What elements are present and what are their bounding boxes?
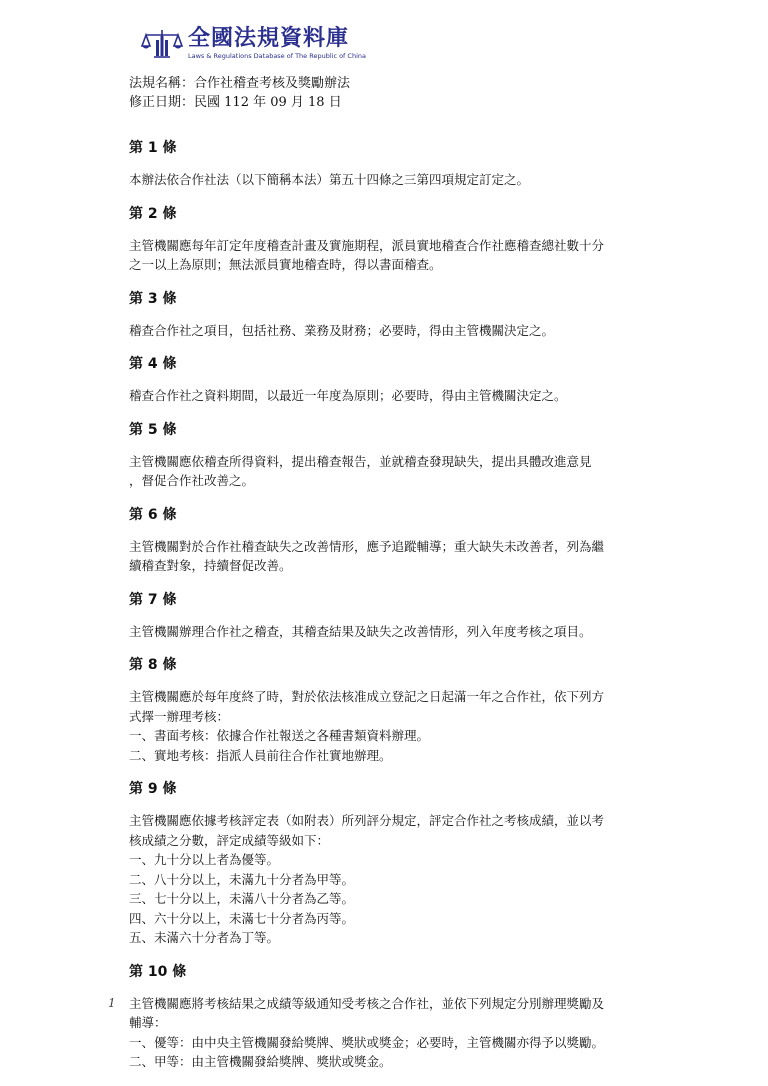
law-name-label: 法規名稱： (129, 76, 195, 91)
article-text-line: 主管機關辦理合作社之稽查，其稽查結果及缺失之改善情形，列入年度考核之項目。 (129, 623, 592, 639)
article-text-line: 三、七十分以上，未滿八十分者為乙等。 (129, 891, 355, 906)
article-title: 第 10 條 (129, 963, 187, 980)
article-text-line: 核成績之分數，評定成績等級如下： (129, 832, 330, 848)
article-text-line: 四、六十分以上，未滿七十分者為丙等。 (129, 910, 355, 926)
article-body (129, 236, 689, 275)
article-text-line: 主管機關應依據考核評定表（如附表）所列評分規定，評定合作社之考核成績，並以考 (129, 813, 605, 828)
logo-subtitle: Laws & Regulations Database of The Republic of China (188, 52, 366, 60)
article-text-line: 二、甲等：由主管機關發給獎牌、獎狀或獎金。 (129, 1054, 392, 1069)
article-title: 第 8 條 (129, 657, 177, 673)
article-4 (129, 354, 689, 406)
article-text-line: 二、八十分以上，未滿九十分者為甲等。 (129, 871, 355, 887)
article-text-line: 主管機關應每年訂定年度稽查計畫及實施期程，派員實地稽查合作社應稽查總社數十分 (129, 237, 605, 253)
law-name-row (129, 74, 350, 93)
article-text-line: 主管機關應將考核結果之成績等級通知受考核之合作社，並依下列規定分別辦理獎勵及 (129, 995, 605, 1011)
article-body (129, 452, 689, 491)
article-title: 第 4 條 (129, 356, 177, 372)
article-title: 第 3 條 (129, 290, 177, 307)
article-text-line: 一、書面考核：依據合作社報送之各種書類資料辦理。 (129, 728, 430, 743)
article-body (129, 386, 689, 406)
article-10 (129, 962, 689, 1072)
article-text-line: 五、未滿六十分者為丁等。 (129, 930, 280, 945)
article-title: 第 7 條 (129, 591, 177, 608)
article-body (129, 537, 689, 576)
article-body (129, 687, 689, 765)
amended-date-row (129, 93, 350, 112)
law-metadata (129, 74, 350, 112)
article-title: 第 6 條 (129, 506, 177, 523)
article-text-line: 稽查合作社之項目，包括社務、業務及財務；必要時，得由主管機關決定之。 (129, 322, 555, 338)
page-line-marker: 1 (108, 995, 116, 1010)
article-title: 第 9 條 (129, 781, 177, 797)
article-text-line: 式擇一辦理考核： (129, 708, 230, 724)
article-9 (129, 779, 689, 948)
article-text-line: 之一以上為原則；無法派員實地稽查時，得以書面稽查。 (129, 257, 442, 272)
article-body (129, 321, 689, 341)
article-body (129, 170, 689, 190)
article-text-line: 二、實地考核：指派人員前往合作社實地辦理。 (129, 747, 392, 763)
article-text-line: 輔導： (129, 1015, 167, 1030)
article-text-line: 稽查合作社之資料期間，以最近一年度為原則；必要時，得由主管機關決定之。 (129, 388, 567, 403)
article-body (129, 994, 689, 1072)
article-title: 第 5 條 (129, 421, 177, 438)
article-text-line: 主管機關對於合作社稽查缺失之改善情形，應予追蹤輔導；重大缺失未改善者，列為繼 (129, 538, 605, 554)
article-text-line: 主管機關應依稽查所得資料，提出稽查報告，並就稽查發現缺失，提出具體改進意見 (129, 453, 592, 469)
article-1 (129, 138, 689, 190)
site-logo[interactable] (140, 26, 366, 62)
article-2 (129, 204, 689, 275)
article-body (129, 622, 689, 642)
article-7 (129, 590, 689, 642)
article-text-line: ，督促合作社改善之。 (129, 473, 255, 488)
article-text-line: 一、優等：由中央主管機關發給獎牌、獎狀或獎金；必要時，主管機關亦得予以獎勵。 (129, 1034, 605, 1050)
article-6 (129, 505, 689, 576)
article-text-line: 主管機關應於每年度終了時，對於依法核准成立登記之日起滿一年之合作社，依下列方 (129, 689, 605, 704)
law-name-value: 合作社稽查考核及獎勵辦法 (194, 76, 351, 91)
article-text-line: 續稽查對象，持續督促改善。 (129, 558, 292, 573)
article-title: 第 1 條 (129, 140, 177, 156)
article-text-line: 本辦法依合作社法（以下簡稱本法）第五十四條之三第四項規定訂定之。 (129, 172, 530, 187)
article-8 (129, 655, 689, 765)
article-text-line: 一、九十分以上者為優等。 (129, 852, 280, 867)
amended-date-label: 修正日期： (129, 95, 195, 110)
article-title: 第 2 條 (129, 205, 177, 222)
scales-of-justice-icon (140, 26, 184, 62)
logo-title: 全國法規資料庫 (188, 26, 350, 51)
article-3 (129, 289, 689, 341)
article-body (129, 811, 689, 948)
amended-date-value: 民國 112 年 09 月 18 日 (194, 95, 342, 110)
articles-list (129, 138, 689, 1086)
article-5 (129, 420, 689, 491)
